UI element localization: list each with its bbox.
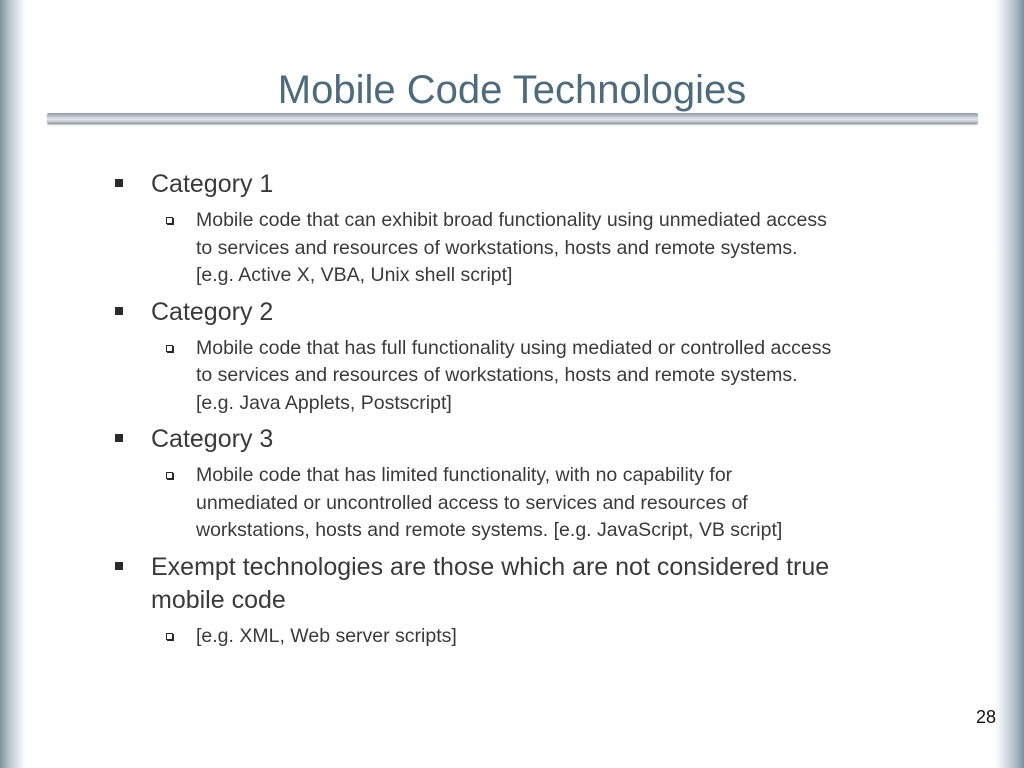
bullet-item	[113, 423, 943, 456]
hollow-square-bullet-icon	[166, 472, 173, 479]
sub-bullet-line: Mobile code that has limited functionality, with no capability for	[196, 464, 733, 486]
square-bullet-icon	[115, 434, 123, 442]
sub-bullet-item	[113, 462, 943, 545]
bullet-text: Category 2	[151, 297, 274, 326]
bullet-text: Category 1	[151, 170, 274, 198]
hollow-square-bullet-icon	[166, 633, 173, 640]
bullet-text-line: mobile code	[151, 585, 286, 614]
sub-bullet-line: to services and resources of workstations, hosts and remote systems.	[196, 364, 798, 386]
square-bullet-icon	[115, 562, 123, 570]
sub-bullet-line: [e.g. XML, Web server scripts]	[196, 624, 457, 647]
hollow-square-bullet-icon	[166, 345, 173, 352]
sub-bullet-line: [e.g. Active X, VBA, Unix shell script]	[196, 264, 513, 286]
title-divider	[47, 113, 978, 124]
sub-bullet-item	[113, 207, 943, 290]
bullet-item	[113, 168, 943, 201]
bullet-item	[113, 296, 943, 329]
sub-bullet-item	[113, 623, 943, 651]
sub-bullet-line: unmediated or uncontrolled access to services and resources of	[196, 491, 748, 514]
left-edge-decoration	[0, 0, 26, 768]
page-number: 28	[975, 707, 996, 727]
hollow-square-bullet-icon	[166, 217, 173, 224]
sub-bullet-line: [e.g. Java Applets, Postscript]	[196, 391, 452, 414]
sub-bullet-line: Mobile code that has full functionality using mediated or controlled access	[196, 336, 832, 359]
bullet-text-line: Exempt technologies are those which are not considered true	[151, 552, 830, 581]
bullet-text: Category 3	[151, 425, 274, 453]
sub-bullet-line: Mobile code that can exhibit broad functionality using unmediated access	[196, 209, 827, 231]
sub-bullet-item	[113, 335, 943, 418]
square-bullet-icon	[115, 179, 123, 187]
square-bullet-icon	[115, 307, 123, 315]
slide-content	[113, 168, 943, 656]
sub-bullet-line: to services and resources of workstations, hosts and remote systems.	[196, 236, 798, 259]
right-edge-decoration	[994, 0, 1024, 768]
sub-bullet-line: workstations, hosts and remote systems. [e.g. JavaScript, VB script]	[196, 519, 783, 541]
bullet-item	[113, 551, 943, 617]
slide-title: Mobile Code Technologies	[277, 68, 747, 112]
